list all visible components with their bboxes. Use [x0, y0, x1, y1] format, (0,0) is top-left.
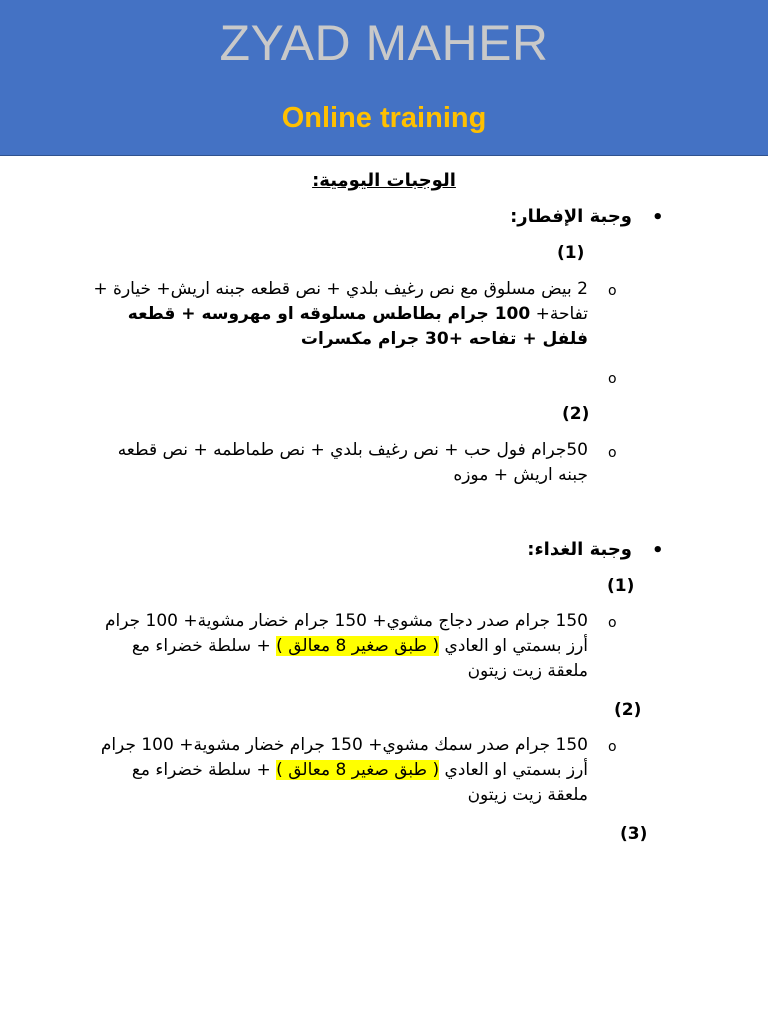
- sub-bullet-icon: o: [608, 445, 617, 461]
- bullet-icon: •: [652, 207, 664, 228]
- bullet-icon: •: [652, 540, 664, 561]
- sub-bullet-icon: o: [608, 615, 617, 631]
- breakfast-option-2-label: (2): [562, 404, 590, 424]
- lunch-heading: وجبة الغداء:: [527, 539, 632, 560]
- breakfast-option-1-plain: 2 بيض مسلوق مع نص رغيف بلدي + نص قطعه جبنه اريش+ خيارة + تفاحة+: [93, 279, 588, 324]
- brand-name: ZYAD MAHER: [219, 15, 549, 71]
- sub-bullet-icon: o: [608, 739, 617, 755]
- lunch-option-2-highlight: ( طبق صغير 8 معالق ): [276, 760, 440, 780]
- lunch-option-1-highlight: ( طبق صغير 8 معالق ): [276, 636, 440, 656]
- lunch-option-1-pre: 150 جرام صدر دجاج مشوي+ 150 جرام خضار مشوية+ 100 جرام أرز بسمتي او العادي: [104, 611, 588, 656]
- breakfast-option-1-label: (1): [557, 243, 585, 263]
- lunch-option-2-pre: 150 جرام صدر سمك مشوي+ 150 جرام خضار مشوية+ 100 جرام أرز بسمتي او العادي: [100, 735, 588, 780]
- breakfast-option-2-text: 50جرام فول حب + نص رغيف بلدي + نص طماطمه + نص قطعه جبنه اريش + موزه: [117, 440, 588, 485]
- breakfast-option-1-bold: 100 جرام بطاطس مسلوقه او مهروسه + قطعه فلفل + تفاحه +30 جرام مكسرات: [127, 304, 588, 349]
- breakfast-heading: وجبة الإفطار:: [510, 206, 632, 227]
- lunch-option-1-post: + سلطة خضراء مع ملعقة زيت زيتون: [131, 636, 588, 681]
- lunch-option-1-label: (1): [607, 576, 635, 596]
- lunch-option-1-text: [92, 609, 588, 684]
- lunch-option-2-label: (2): [614, 700, 642, 720]
- lunch-option-3-label: (3): [620, 824, 648, 844]
- brand-subtitle: Online training: [281, 102, 487, 134]
- lunch-option-2-post: + سلطة خضراء مع ملعقة زيت زيتون: [131, 760, 588, 805]
- sub-bullet-icon: o: [608, 371, 617, 387]
- lunch-option-2-text: [92, 733, 588, 808]
- breakfast-option-1-text: [92, 277, 588, 352]
- document-header: [0, 0, 768, 156]
- sub-bullet-icon: o: [608, 283, 617, 299]
- section-title: الوجبات اليومية:: [312, 170, 456, 191]
